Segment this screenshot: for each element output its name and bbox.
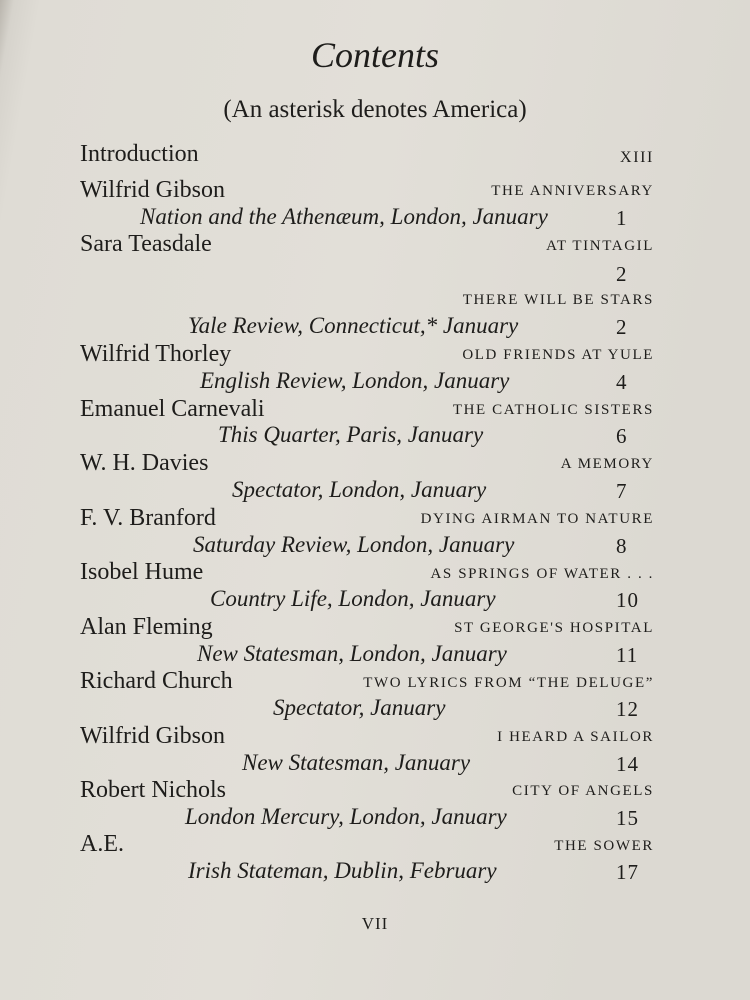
entry-author: Wilfrid Gibson: [80, 177, 226, 203]
entry-source: Spectator, London, January: [232, 477, 487, 502]
entry-page-number: 7: [616, 479, 628, 503]
entry-poem-title: AS SPRINGS OF WATER . . .: [430, 566, 654, 582]
entry-source: Spectator, January: [273, 695, 446, 720]
asterisk-note: (An asterisk denotes America): [223, 96, 527, 123]
entry-author: Wilfrid Gibson: [80, 723, 226, 749]
entry-source: Saturday Review, London, January: [193, 532, 515, 557]
entry-author: Alan Fleming: [80, 614, 213, 640]
entry-source: English Review, London, January: [200, 368, 510, 393]
entry-page-number: 14: [616, 752, 639, 776]
entry-poem-title: THE ANNIVERSARY: [491, 183, 654, 199]
entry-poem-title: I HEARD A SAILOR: [497, 729, 654, 745]
entry-page-number: 4: [616, 370, 628, 394]
entry-page-number: 17: [616, 860, 639, 884]
entry-source: Yale Review, Connecticut,* January: [188, 313, 519, 338]
entry-poem-title: THE SOWER: [554, 838, 654, 854]
entry-page-number: 2: [616, 315, 628, 339]
entry-source: London Mercury, London, January: [185, 804, 507, 829]
entry-poem-title: CITY OF ANGELS: [512, 783, 654, 799]
page-title: Contents: [310, 35, 439, 75]
entry-author: Robert Nichols: [80, 777, 226, 803]
entry-poem-title: ST GEORGE'S HOSPITAL: [454, 620, 654, 636]
entry-poem-title: TWO LYRICS FROM “THE DELUGE”: [363, 675, 654, 691]
entry-page-number: 6: [616, 424, 628, 448]
entry-page-number: 12: [616, 697, 639, 721]
entry-page-number: 2: [616, 262, 628, 286]
page-folio: VII: [361, 914, 389, 933]
entry-source: This Quarter, Paris, January: [218, 422, 484, 447]
entry-source: Irish Stateman, Dublin, February: [188, 858, 497, 883]
entry-author: Sara Teasdale: [80, 231, 212, 257]
entry-poem-title: THE CATHOLIC SISTERS: [452, 402, 654, 418]
entry-poem-title: THERE WILL BE STARS: [462, 292, 654, 308]
entry-source: New Statesman, January: [242, 750, 471, 775]
intro-label: Introduction: [80, 141, 199, 167]
entry-poem-title: A MEMORY: [560, 456, 654, 472]
entry-poem-title: AT TINTAGIL: [546, 238, 654, 254]
entry-author: F. V. Branford: [80, 505, 216, 531]
entry-page-number: 11: [616, 643, 639, 667]
entry-author: Emanuel Carnevali: [80, 396, 265, 422]
entry-page-number: 8: [616, 534, 628, 558]
entry-author: A.E.: [80, 831, 124, 857]
entry-author: Richard Church: [80, 668, 233, 694]
entry-poem-title: DYING AIRMAN TO NATURE: [420, 511, 654, 527]
entry-page-number: 10: [616, 588, 639, 612]
intro-page: XIII: [620, 149, 654, 166]
entry-source: Nation and the Athenæum, London, January: [140, 204, 548, 229]
entry-page-number: 15: [616, 806, 639, 830]
entry-author: W. H. Davies: [80, 450, 209, 476]
entry-page-number: 1: [616, 206, 628, 230]
entry-author: Isobel Hume: [80, 559, 204, 585]
entry-poem-title: OLD FRIENDS AT YULE: [462, 347, 654, 363]
entry-source: New Statesman, London, January: [197, 641, 507, 666]
entry-source: Country Life, London, January: [210, 586, 496, 611]
entry-author: Wilfrid Thorley: [80, 341, 232, 367]
